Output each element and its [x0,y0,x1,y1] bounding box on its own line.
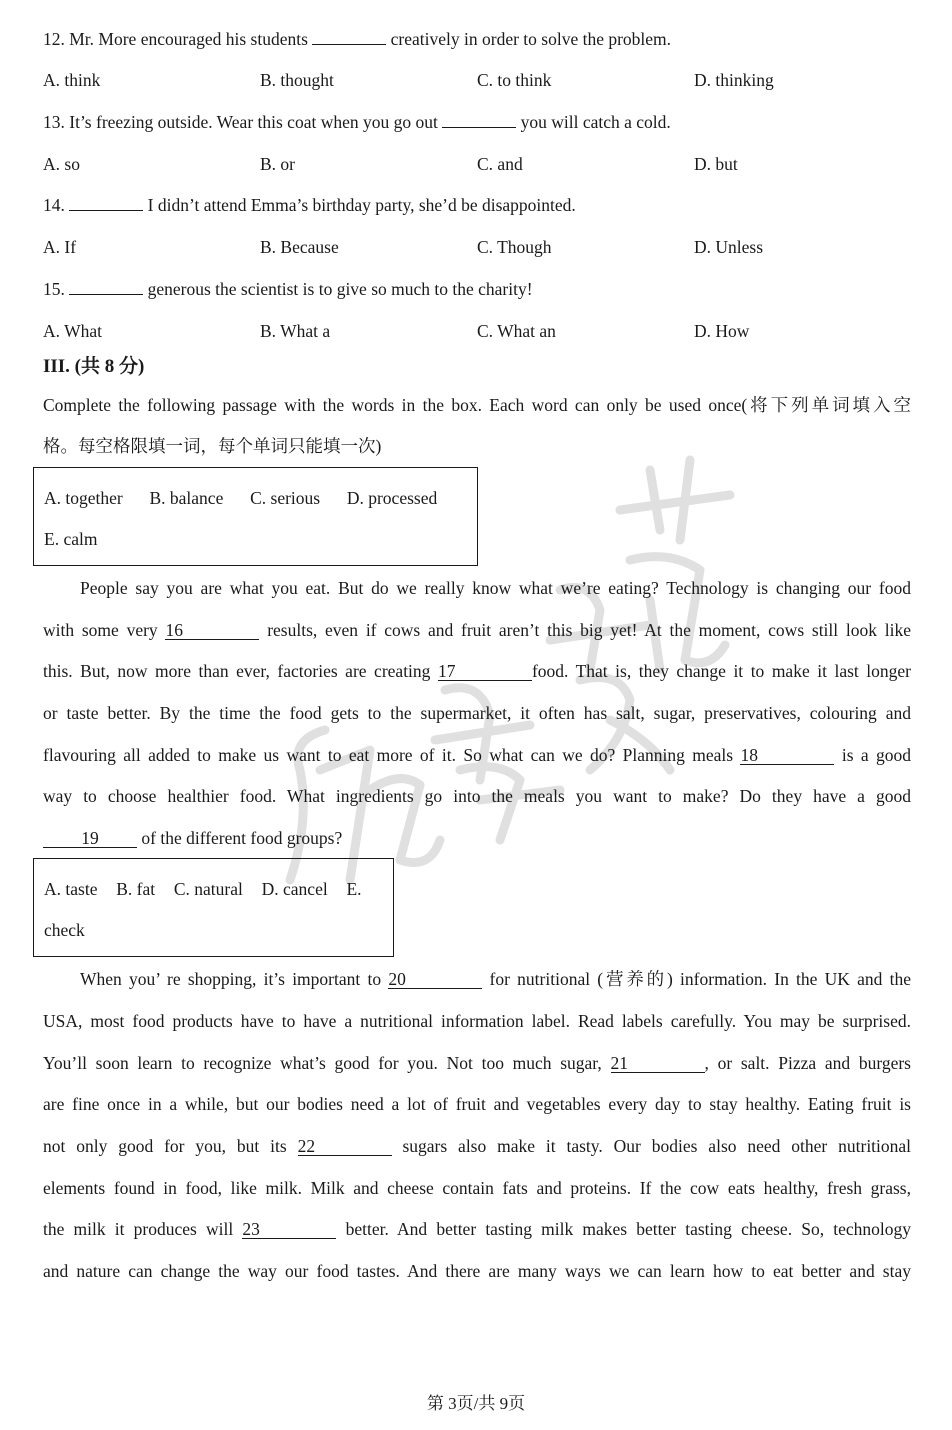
option-d[interactable]: D. but [694,154,738,174]
passage-line: and nature can change the way our food tastes. And there are many ways we can learn how to eat better and stay [43,1261,911,1281]
option-d[interactable]: D. thinking [694,70,774,90]
option-a[interactable]: A. so [43,154,80,174]
word-box-row [44,486,437,510]
passage-line: elements found in food, like milk. Milk and cheese contain fats and proteins. If the cow eats healthy, fresh grass, [43,1178,911,1198]
passage-line: are fine once in a while, but our bodies need a lot of fruit and vegetables every day to stay healthy. Eating fruit is [43,1094,911,1114]
answer-blank[interactable] [69,194,143,211]
passage-line: USA, most food products have to have a nutritional information label. Read labels carefully. You may be surprised. [43,1011,911,1031]
word-option-a: A. together [44,488,123,508]
option-b[interactable]: B. Because [260,237,339,257]
question-13-options [43,152,923,176]
blank-18[interactable]: 18 [740,746,834,765]
blank-19[interactable]: 19 [43,829,137,848]
section-instruction-line-1: Complete the following passage with the words in the box. Each word can only be used once(将下列单词填入空 [43,395,911,415]
question-text-before: Mr. More encouraged his students [69,29,308,49]
question-text-before: It’s freezing outside. Wear this coat when you go out [69,112,438,132]
option-d[interactable]: D. How [694,321,750,341]
word-option-a: A. taste [44,879,98,899]
page-number: 第 3页/共 9页 [426,1394,526,1413]
passage-line: People say you are what you eat. But do we really know what we’re eating? Technology is changing our food [80,578,911,598]
word-option-e: E. calm [44,529,98,549]
option-c[interactable]: C. to think [477,70,552,90]
passage-line: not only good for you, but its 22 sugars also make it tasty. Our bodies also need other nutritional [43,1136,912,1156]
passage-line: flavouring all added to make us want to eat more of it. So what can we do? Planning meals 18 is a good [43,745,912,765]
blank-17[interactable]: 17 [438,662,532,681]
word-option-d: D. processed [346,488,438,508]
answer-blank[interactable] [69,278,143,295]
question-14 [43,193,576,217]
passage-line: You’ll soon learn to recognize what’s good for you. Not too much sugar, 21 , or salt. Pizza and burgers [43,1053,911,1073]
option-b[interactable]: B. What a [260,321,331,341]
word-box-2 [33,858,394,957]
option-a[interactable]: A. What [43,321,102,341]
blank-23[interactable]: 23 [242,1220,336,1239]
word-option-e-label: E. [346,879,362,899]
passage-line: the milk it produces will 23 better. And better tasting milk makes better tasting cheese. So, technology [43,1219,912,1239]
question-14-options [43,235,923,259]
question-number: 15. [43,279,65,299]
option-b[interactable]: B. thought [260,70,334,90]
word-option-c: C. natural [173,879,243,899]
blank-22[interactable]: 22 [298,1137,392,1156]
question-text-after: I didn’t attend Emma’s birthday party, she’d be disappointed. [147,195,576,215]
passage-line: When you’ re shopping, it’s important to 20 for nutritional (营养的) information. In the UK and the [80,969,912,989]
word-option-e: check [44,920,85,940]
passage-line: with some very 16 results, even if cows and fruit aren’t this big yet! At the moment, cows still look like [43,620,912,640]
option-d[interactable]: D. Unless [694,237,764,257]
question-number: 12. [43,29,65,49]
blank-21[interactable]: 21 [611,1054,705,1073]
question-text-after: generous the scientist is to give so much to the charity! [147,279,533,299]
question-12-options [43,68,923,92]
passage-line: or taste better. By the time the food gets to the supermarket, it often has salt, sugar, preservatives, colouring and [43,703,911,723]
option-c[interactable]: C. Though [477,237,552,257]
passage-line: this. But, now more than ever, factories are creating 17 food. That is, they change it to make it last longer [43,661,911,681]
answer-blank[interactable] [442,111,516,128]
question-12 [43,27,671,51]
answer-blank[interactable] [312,28,386,45]
blank-16[interactable]: 16 [165,621,259,640]
word-option-c: C. serious [250,488,321,508]
question-number: 13. [43,112,65,132]
option-c[interactable]: C. and [477,154,523,174]
question-15-options [43,319,923,343]
option-a[interactable]: A. If [43,237,77,257]
question-13 [43,110,671,134]
option-c[interactable]: C. What an [477,321,556,341]
word-box-1 [33,467,478,566]
word-box-row [44,877,362,901]
passage-line: 19 of the different food groups? [43,826,342,850]
word-option-b: B. fat [116,879,156,899]
question-text-after: creatively in order to solve the problem. [390,29,672,49]
option-a[interactable]: A. think [43,70,101,90]
question-text-after: you will catch a cold. [520,112,671,132]
section-instruction-line-2: 格。每空格限填一词，每个单词只能填一次) [43,436,382,456]
passage-line: way to choose healthier food. What ingredients go into the meals you want to make? Do they have a good [43,786,911,806]
word-option-d: D. cancel [261,879,328,899]
option-b[interactable]: B. or [260,154,295,174]
question-number: 14. [43,195,65,215]
section-heading: III. (共 8 分) [43,356,145,377]
blank-20[interactable]: 20 [388,970,482,989]
question-15 [43,277,533,301]
word-option-b: B. balance [149,488,224,508]
